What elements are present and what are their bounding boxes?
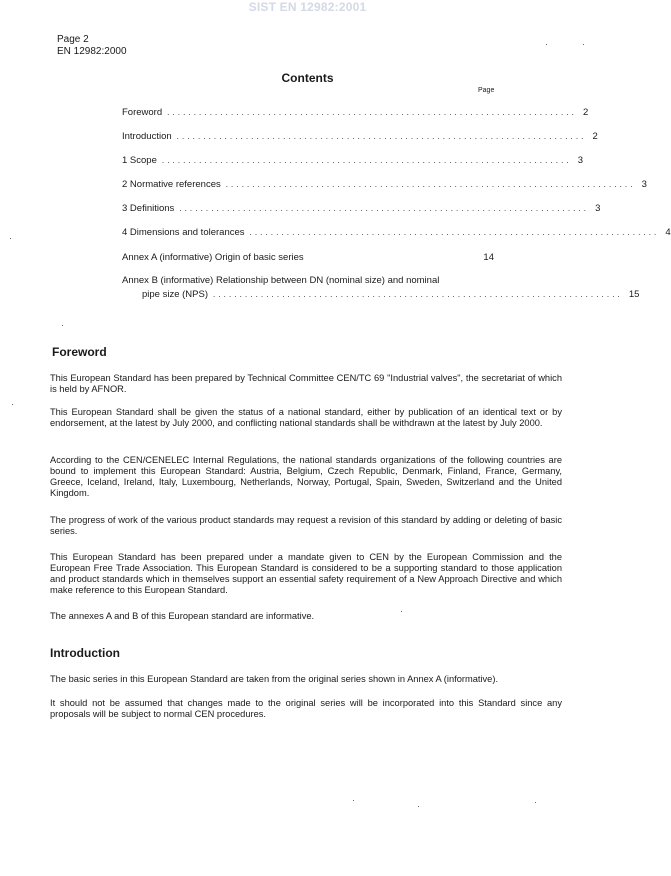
scan-speck (583, 44, 584, 45)
page-number: Page 2 (57, 34, 89, 45)
contents-title: Contents (281, 71, 334, 85)
toc-entry-definitions[interactable] (122, 203, 601, 215)
toc-page: 15 (628, 289, 640, 300)
scan-speck (418, 806, 419, 807)
scan-speck (535, 802, 536, 803)
toc-leader: ............................................................................. (176, 132, 587, 141)
foreword-paragraph: The annexes A and B of this European standard are informative. (50, 611, 315, 621)
introduction-heading: Introduction (50, 646, 120, 660)
scan-speck (353, 800, 354, 801)
toc-entry-scope[interactable] (122, 155, 584, 167)
scan-speck (62, 325, 63, 326)
toc-leader: ............................................................................. (249, 228, 660, 237)
toc-entry-dimensions[interactable] (122, 227, 671, 239)
toc-label-continued: pipe size (NPS) (142, 289, 208, 300)
foreword-paragraph: The progress of work of the various product standards may request a revision of this standard by adding or deleting of basic series. (50, 515, 562, 536)
toc-entry-annex-b[interactable] (122, 275, 640, 301)
document-id: EN 12982:2000 (57, 46, 127, 57)
toc-label: Foreword (122, 107, 163, 118)
scan-speck (401, 611, 402, 612)
toc-label: 3 Definitions (122, 203, 175, 214)
foreword-paragraph: According to the CEN/CENELEC Internal Regulations, the national standards organizations of the following countries are bound to implement this European Standard: Austria, Belgium, Czech Republic, Denmark, Finland, France, Germany, Greece, Iceland, Ireland, Italy, Luxembourg, Netherlands, Norway, Portugal, Spain, Sweden, Switzerland and the United Kingdom. (50, 455, 562, 498)
toc-entry-annex-a[interactable] (122, 252, 494, 264)
toc-leader: ............................................................................. (167, 108, 577, 117)
toc-leader: ............................................................................. (213, 290, 623, 299)
scan-speck (546, 44, 547, 45)
introduction-paragraph: It should not be assumed that changes made to the original series will be incorporated into this Standard since any proposals will be subject to normal CEN procedures. (50, 698, 562, 719)
toc-page: 2 (582, 107, 589, 118)
toc-label: 2 Normative references (122, 179, 221, 190)
toc-entry-foreword[interactable] (122, 107, 589, 119)
toc-entry-introduction[interactable] (122, 131, 598, 143)
scan-speck (12, 404, 13, 405)
toc-label: Annex A (informative) Origin of basic series (122, 252, 304, 263)
toc-leader: ............................................................................. (179, 204, 590, 213)
toc-label: 1 Scope (122, 155, 157, 166)
toc-page: 14 (483, 252, 494, 263)
foreword-heading: Foreword (52, 345, 107, 359)
toc-page: 3 (595, 203, 601, 214)
page-column-label: Page (478, 87, 495, 94)
toc-leader: ............................................................................. (161, 156, 572, 165)
page-header (57, 34, 127, 58)
toc-label: 4 Dimensions and tolerances (122, 227, 245, 238)
watermark: SIST EN 12982:2001 (248, 0, 367, 14)
scan-speck (10, 238, 11, 239)
toc-label: Annex B (informative) Relationship between DN (nominal size) and nominal (122, 275, 440, 286)
toc-page: 3 (641, 179, 647, 190)
toc-page: 4 (665, 227, 671, 238)
foreword-paragraph: This European Standard has been prepared under a mandate given to CEN by the European Commission and the European Free Trade Association. This European Standard is considered to be a supporting standard to those application and product standards which in themselves support an essential safety requirement of a New Approach Directive and which make reference to this European Standard. (50, 552, 562, 595)
introduction-paragraph: The basic series in this European Standard are taken from the original series shown in Annex A (informative). (50, 674, 499, 684)
foreword-paragraph: This European Standard shall be given the status of a national standard, either by publication of an identical text or by endorsement, at the latest by July 2000, and conflicting national standards shall be withdrawn at the latest by July 2000. (50, 407, 562, 428)
foreword-paragraph: This European Standard has been prepared by Technical Committee CEN/TC 69 "Industrial valves", the secretariat of which is held by AFNOR. (50, 373, 562, 394)
toc-label: Introduction (122, 131, 172, 142)
toc-page: 2 (592, 131, 598, 142)
toc-page: 3 (577, 155, 584, 166)
toc-leader: ............................................................................. (225, 180, 636, 189)
toc-entry-normative-references[interactable] (122, 179, 647, 191)
